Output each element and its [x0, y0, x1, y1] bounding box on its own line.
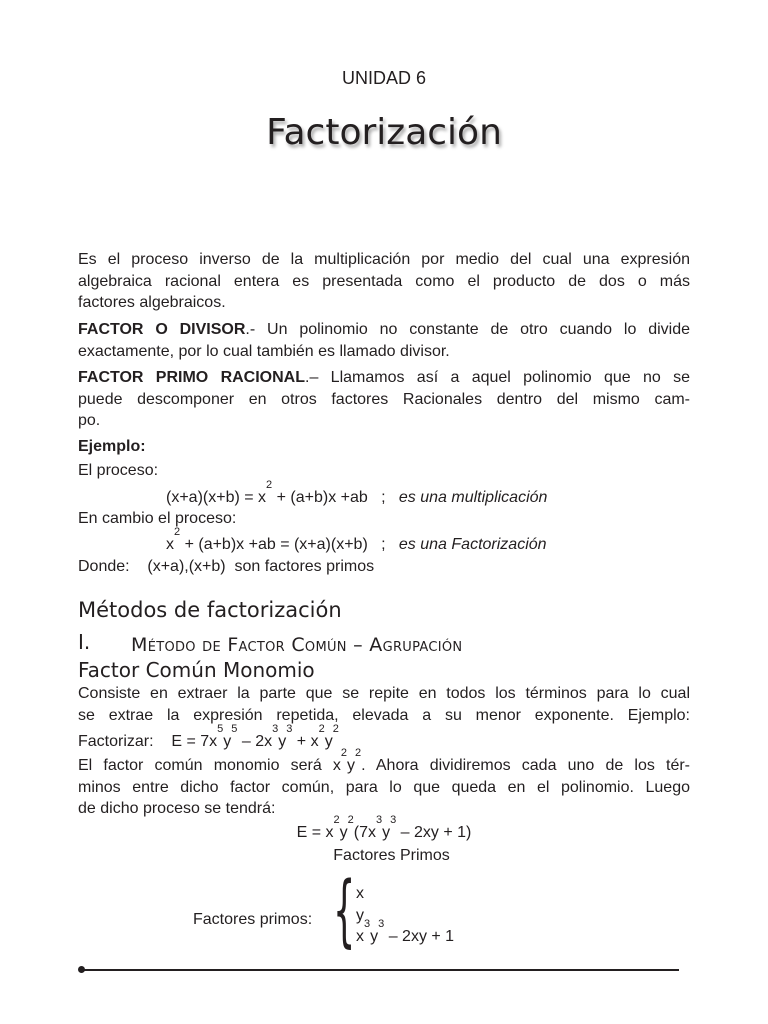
- formula-note: es una multiplicación: [398, 489, 548, 506]
- formula-text: (7x: [353, 824, 376, 841]
- formula-text: y: [370, 928, 379, 945]
- definition-line: [78, 367, 690, 389]
- exponent: 5: [231, 723, 238, 735]
- exponent: 2: [347, 814, 354, 826]
- intro-paragraph: [78, 249, 690, 314]
- exponent: 5: [217, 723, 224, 735]
- factorization-formula: [166, 526, 686, 556]
- formula-text: x: [166, 536, 174, 553]
- description-line: se extrae la expresión repetida, elevada a su menor exponente. Ejemplo:: [78, 706, 690, 724]
- definition-line: exactamente, por lo cual también es llamado divisor.: [78, 342, 450, 360]
- formula-text: – 2x: [237, 733, 273, 750]
- formula-text: + (a+b)x +ab ;: [272, 489, 386, 506]
- donde-line: Donde: (x+a),(x+b) son factores primos: [78, 558, 375, 575]
- factor-definition: [78, 319, 690, 362]
- paragraph-line: minos entre dicho factor común, para lo que queda en el polinomio. Luego: [78, 778, 690, 796]
- exponent: 3: [272, 723, 279, 735]
- formula-text: y: [339, 824, 348, 841]
- formula-text: (x+a)(x+b) = x: [166, 489, 267, 506]
- paragraph-text: . Ahora dividiremos cada uno de los tér-: [361, 757, 690, 774]
- page-title: Factorización: [266, 112, 502, 153]
- prime-definition: [78, 367, 690, 432]
- intro-line: algebraica racional entera es presentada como el producto de dos o más: [78, 272, 690, 290]
- description-line: Consiste en extraer la parte que se repite en todos los términos para lo cual: [78, 685, 690, 702]
- exponent: 2: [266, 479, 273, 491]
- definition-text: .– Llamamos así a aquel polinomio que no se: [305, 369, 690, 386]
- formula-text: – 2xy + 1: [384, 928, 455, 945]
- formula-text: y: [382, 824, 391, 841]
- paragraph-text: El factor común monomio será x: [78, 757, 341, 774]
- prime-factor-item: y: [356, 907, 364, 924]
- intro-line: factores algebraicos.: [78, 294, 226, 311]
- footer-rule: [80, 969, 679, 971]
- exponent: 2: [318, 723, 325, 735]
- formula-note: es una Factorización: [398, 536, 547, 553]
- common-factor-paragraph: [78, 747, 690, 820]
- factor-term: FACTOR O DIVISOR: [78, 321, 246, 338]
- formula-text: Factorizar: E = 7x: [78, 733, 218, 750]
- example-process-1: El proceso:: [78, 462, 159, 479]
- formula-text: y: [278, 733, 287, 750]
- definition-text: .- Un polinomio no constante de otro cuando lo divide: [245, 321, 691, 338]
- primes-label: Factores primos:: [193, 911, 313, 928]
- example-label: [78, 436, 690, 458]
- exponent: 3: [375, 814, 383, 826]
- example-process-2: En cambio el proceso:: [78, 510, 237, 527]
- multiplication-formula: [166, 479, 686, 509]
- exponent: 2: [355, 747, 362, 759]
- result-expression: [0, 814, 768, 844]
- method-subheading: Factor Común Monomio: [78, 658, 315, 682]
- factorizar-expression: [78, 723, 690, 753]
- footer-rule-dot: [78, 966, 85, 973]
- definition-line: po.: [78, 412, 101, 429]
- method-title: Método de Factor Común – Agrupación: [131, 634, 463, 656]
- exponent: 2: [340, 747, 348, 759]
- exponent: 3: [364, 918, 371, 930]
- unit-label: UNIDAD 6: [341, 68, 426, 88]
- formula-text: – 2xy + 1): [396, 824, 472, 841]
- example-label-text: Ejemplo:: [78, 438, 146, 455]
- prime-factor-item: x: [356, 885, 364, 902]
- methods-heading: Métodos de factorización: [78, 598, 342, 622]
- paragraph-line: de dicho proceso se tendrá:: [78, 800, 276, 817]
- exponent: 3: [286, 723, 293, 735]
- primes-caption: Factores Primos: [333, 847, 450, 864]
- prime-term: FACTOR PRIMO RACIONAL: [78, 369, 306, 386]
- formula-text: E = x: [296, 824, 334, 841]
- exponent: 3: [378, 918, 385, 930]
- left-brace: {: [333, 866, 356, 956]
- definition-line: [78, 319, 690, 341]
- exponent: 3: [390, 814, 397, 826]
- formula-text: y: [324, 733, 333, 750]
- exponent: 2: [332, 723, 339, 735]
- exponent: 2: [333, 814, 340, 826]
- method-roman-numeral: I.: [78, 630, 91, 654]
- formula-text: x: [356, 928, 364, 945]
- formula-text: y: [223, 733, 232, 750]
- prime-factor-item: [356, 918, 606, 948]
- definition-line: puede descomponer en otros factores Racionales dentro del mismo cam-: [78, 390, 690, 408]
- intro-line: Es el proceso inverso de la multiplicación por medio del cual una expresión: [78, 251, 690, 268]
- formula-text: + x: [292, 733, 319, 750]
- paragraph-text: y: [347, 757, 356, 774]
- formula-text: + (a+b)x +ab = (x+a)(x+b) ;: [180, 536, 386, 553]
- paragraph-line: [78, 747, 690, 777]
- exponent: 2: [174, 526, 181, 538]
- method-description: [78, 683, 690, 726]
